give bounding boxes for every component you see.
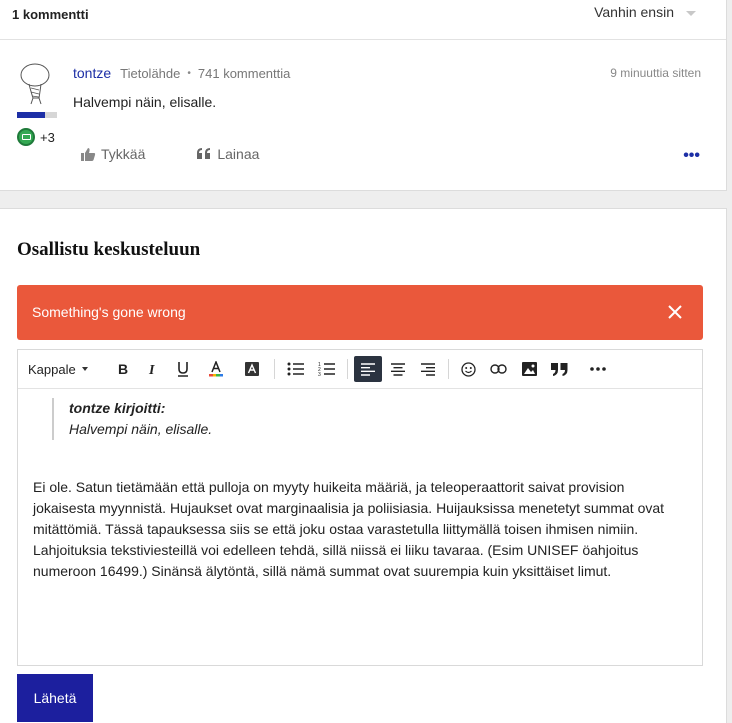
blockquote-button[interactable] bbox=[545, 356, 573, 382]
thumbs-up-icon bbox=[80, 147, 96, 162]
quote-icon bbox=[197, 148, 212, 160]
rich-text-editor bbox=[17, 349, 703, 666]
text-color-icon bbox=[208, 361, 224, 377]
quote-label: Lainaa bbox=[217, 146, 260, 162]
reply-section bbox=[0, 208, 727, 723]
align-right-button[interactable] bbox=[414, 356, 442, 382]
align-left-icon bbox=[361, 363, 375, 376]
comment-meta bbox=[73, 65, 290, 81]
quoted-comment bbox=[52, 398, 687, 440]
underline-icon bbox=[176, 361, 190, 377]
link-icon bbox=[490, 364, 507, 374]
comment-text: Halvempi näin, elisalle. bbox=[73, 94, 217, 110]
user-badges[interactable] bbox=[17, 128, 55, 146]
svg-text:2: 2 bbox=[317, 367, 321, 373]
svg-text:I: I bbox=[149, 363, 155, 376]
like-label: Tykkää bbox=[101, 146, 146, 162]
chevron-down-icon bbox=[686, 11, 696, 16]
italic-icon bbox=[147, 362, 159, 376]
image-button[interactable] bbox=[515, 356, 543, 382]
bold-button[interactable] bbox=[109, 356, 137, 382]
avatar[interactable] bbox=[17, 62, 55, 108]
sort-dropdown[interactable] bbox=[594, 4, 696, 20]
sort-label: Vanhin ensin bbox=[594, 4, 674, 20]
toolbar-separator bbox=[347, 359, 348, 379]
image-icon bbox=[522, 362, 537, 376]
error-message: Something's gone wrong bbox=[32, 304, 186, 320]
svg-text:B: B bbox=[118, 362, 129, 376]
author-comment-count: 741 kommenttia bbox=[197, 65, 291, 81]
more-horizontal-icon bbox=[590, 367, 606, 371]
background-color-icon bbox=[245, 362, 259, 376]
quote-button[interactable] bbox=[197, 146, 259, 162]
reply-body-text: Ei ole. Satun tietämään että pulloja on myyty huikeita määriä, ja teleoperaattorit saivat provision jokaisesta myynnistä. Hujaukset ovat marginaalisia ja poliisiasia. Huijauksissa menetetyt summat ovat mitättömiä. Tässä tapauksessa siis se että joku ostaa varastetulla liittymällä toisen ihmisen nimiin. Lahjoituksia tekstiviesteillä voi edelleen tehdä, sillä niissä ei liiku tavaraa. (Esim UNISEF öahjoitus numeroon 16499.) Sinänsä älytöntä, sillä nämä summat ovat suurempia kuin yksittäiset limut. bbox=[33, 479, 665, 579]
editor-content[interactable] bbox=[18, 389, 702, 582]
paragraph-select-label: Kappale bbox=[28, 361, 76, 377]
align-center-button[interactable] bbox=[384, 356, 412, 382]
reply-title: Osallistu keskusteluun bbox=[17, 239, 201, 260]
error-alert bbox=[17, 285, 703, 340]
toolbar-separator bbox=[274, 359, 275, 379]
author-role: Tietolähde bbox=[120, 65, 181, 81]
blockquote-icon bbox=[551, 363, 568, 376]
author-link[interactable]: tontze bbox=[73, 65, 112, 81]
align-right-icon bbox=[421, 363, 435, 376]
more-tools-button[interactable] bbox=[584, 356, 612, 382]
svg-text:3: 3 bbox=[317, 372, 321, 376]
svg-text:1: 1 bbox=[317, 362, 321, 368]
emoji-button[interactable] bbox=[454, 356, 482, 382]
background-color-button[interactable] bbox=[238, 356, 266, 382]
separator-dot-icon: • bbox=[187, 67, 191, 79]
emoji-icon bbox=[461, 362, 476, 377]
chevron-down-icon bbox=[82, 367, 88, 371]
numbered-list-button[interactable] bbox=[312, 356, 340, 382]
link-button[interactable] bbox=[484, 356, 512, 382]
submit-button[interactable]: Lähetä bbox=[17, 674, 93, 722]
underline-button[interactable] bbox=[169, 356, 197, 382]
numbered-list-icon bbox=[318, 362, 335, 376]
quote-author: tontze kirjoitti: bbox=[69, 400, 166, 416]
more-options-icon[interactable]: ••• bbox=[683, 147, 700, 164]
like-button[interactable] bbox=[80, 146, 145, 162]
toolbar-separator bbox=[448, 359, 449, 379]
comments-header bbox=[0, 0, 726, 40]
bullet-list-icon bbox=[287, 362, 304, 376]
paragraph-select[interactable] bbox=[28, 356, 88, 382]
rank-progress-bar bbox=[17, 112, 57, 118]
close-icon[interactable] bbox=[667, 304, 683, 320]
text-color-button[interactable] bbox=[202, 356, 230, 382]
badge-icon bbox=[17, 128, 35, 146]
bullet-list-button[interactable] bbox=[281, 356, 309, 382]
rank-progress-fill bbox=[17, 112, 45, 118]
align-left-button[interactable] bbox=[354, 356, 382, 382]
comment-count: 1 kommentti bbox=[12, 7, 89, 22]
italic-button[interactable] bbox=[139, 356, 167, 382]
align-center-icon bbox=[391, 363, 405, 376]
comment-time[interactable]: 9 minuuttia sitten bbox=[610, 66, 701, 80]
quote-text: Halvempi näin, elisalle. bbox=[69, 421, 213, 437]
badge-extra-count: +3 bbox=[40, 129, 55, 145]
comment-actions bbox=[80, 146, 259, 162]
bold-icon bbox=[117, 362, 129, 376]
editor-toolbar bbox=[18, 350, 702, 389]
comments-section bbox=[0, 0, 727, 191]
